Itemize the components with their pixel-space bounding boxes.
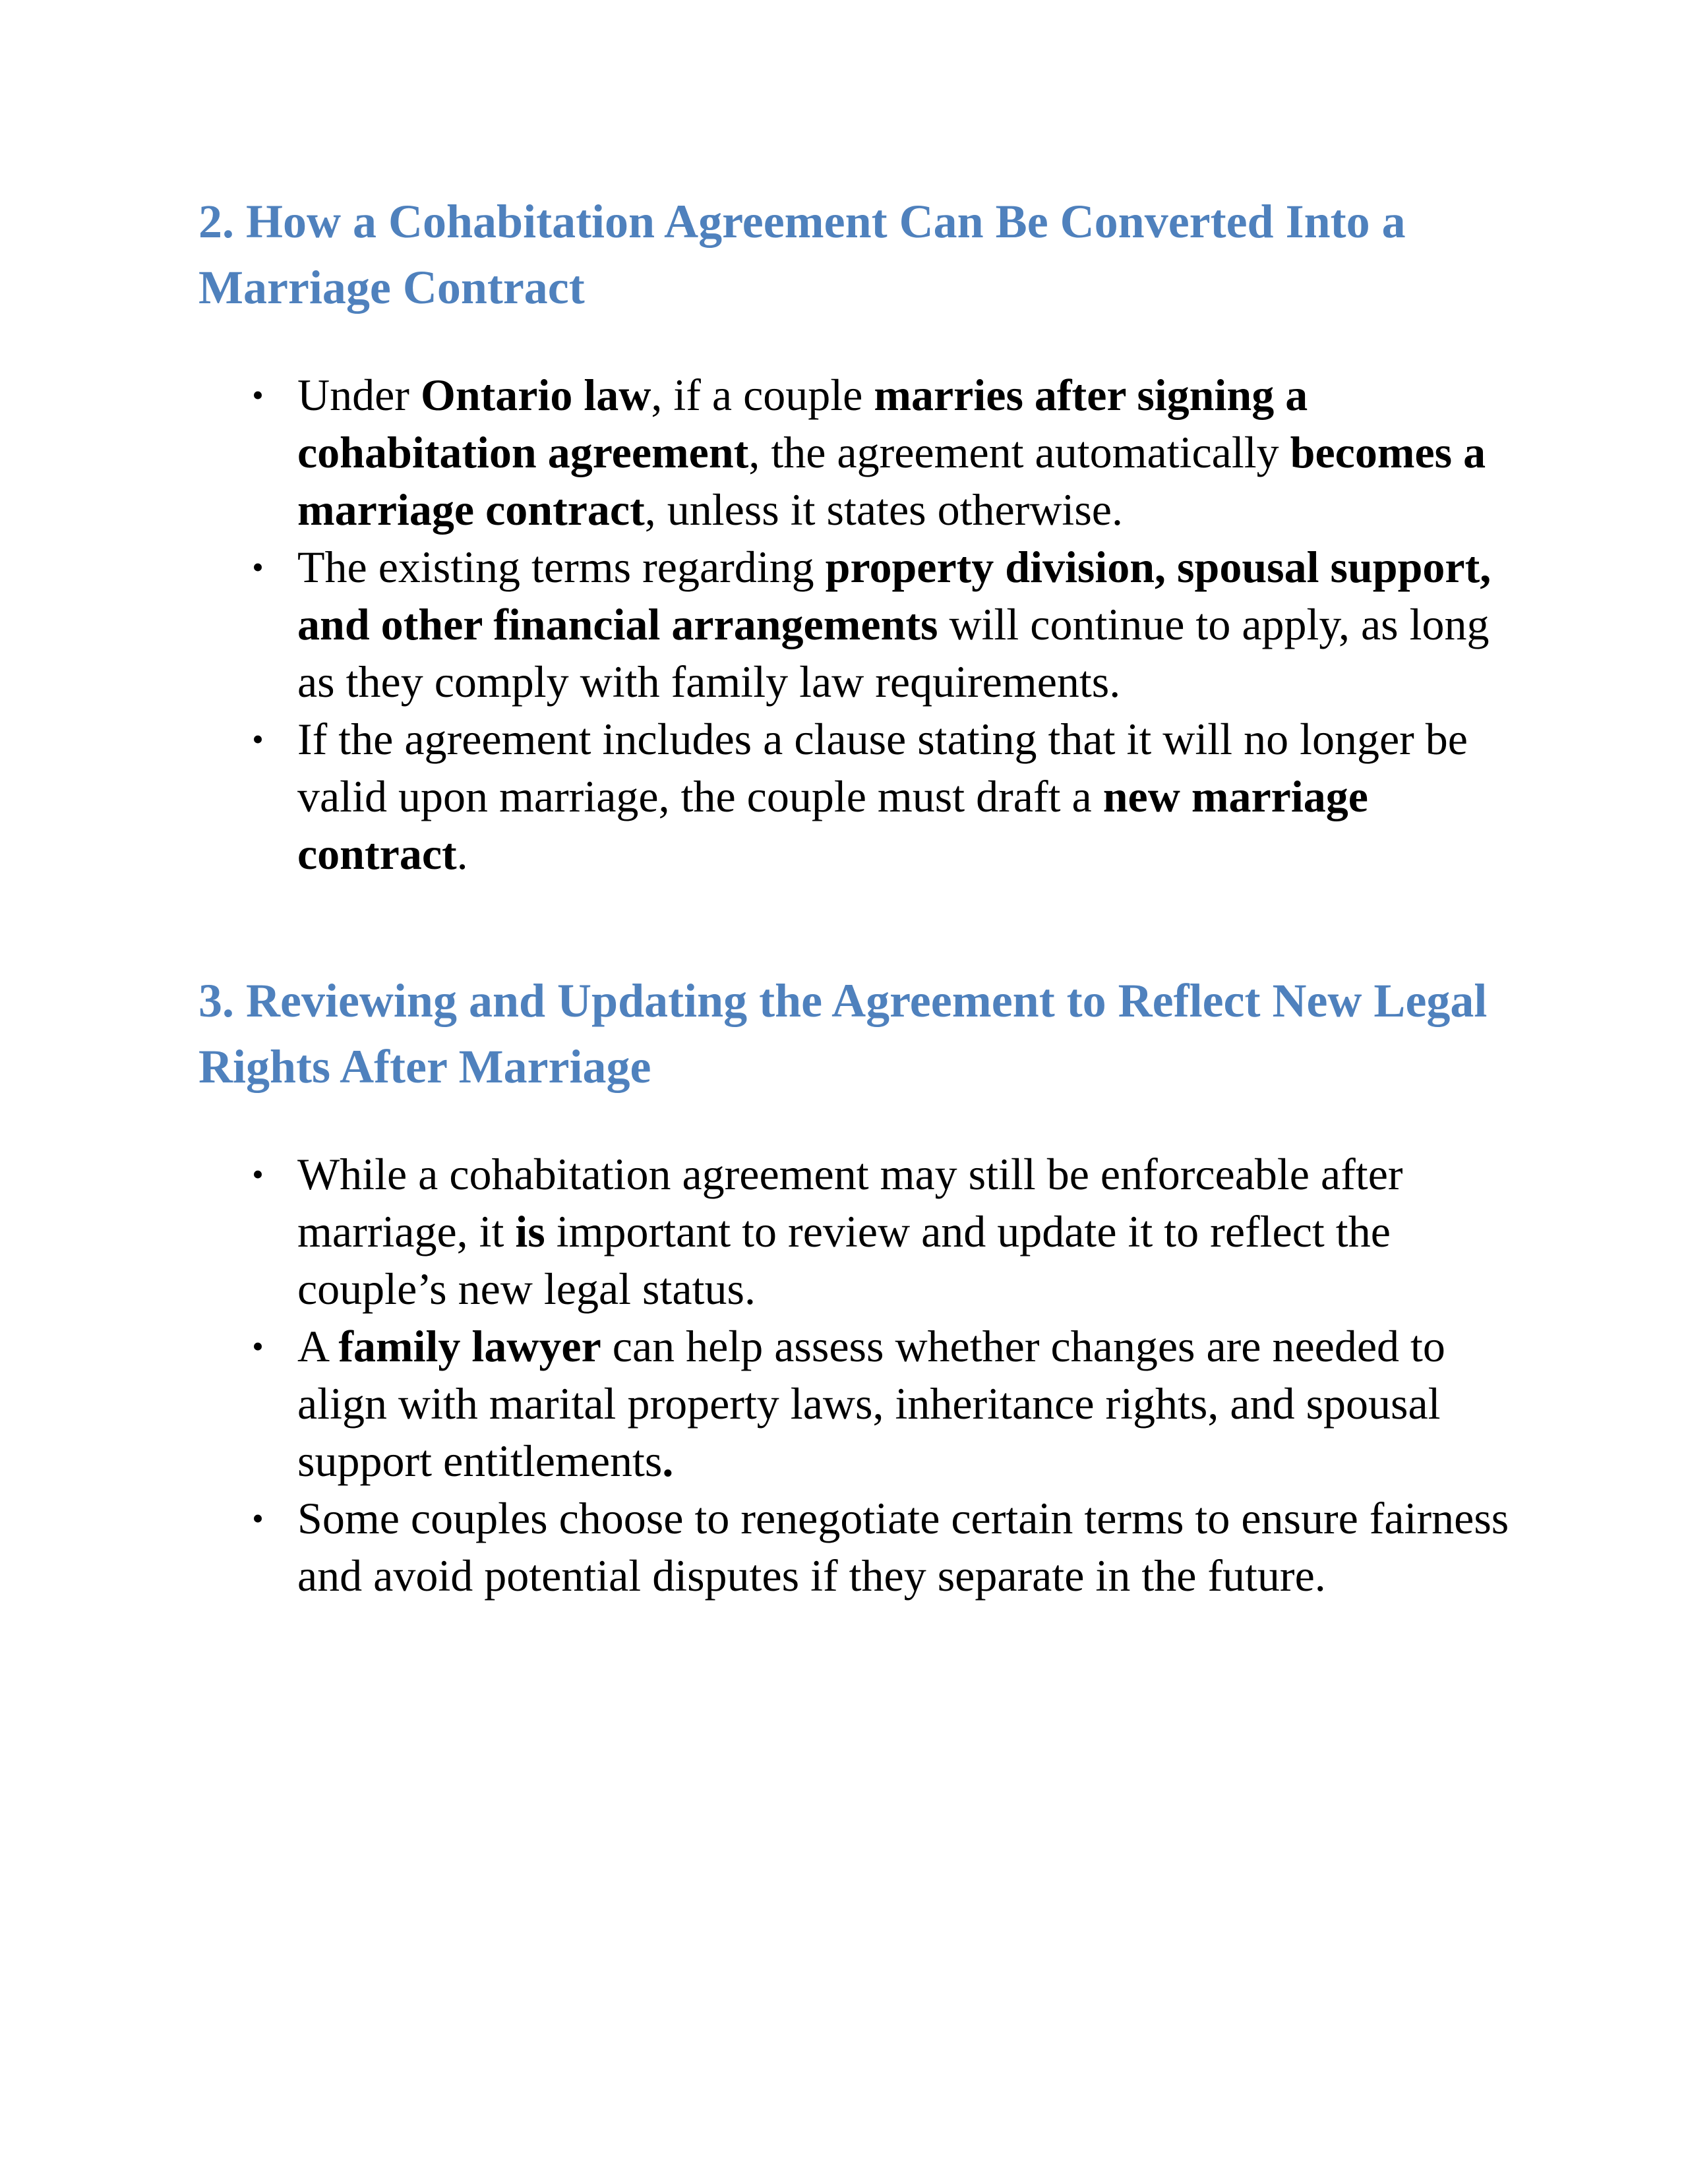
text-run: important to review and update it to reflect the couple’s new legal status.: [297, 1206, 1391, 1314]
list-item: [252, 539, 1537, 711]
text-run: The existing terms regarding: [297, 542, 826, 592]
text-run: If the agreement includes a clause stating that it will no longer be valid upon marriage, the couple must draft a: [297, 714, 1468, 821]
bullet-marker: •: [252, 376, 264, 413]
text-run: A: [297, 1321, 339, 1371]
bullet-marker: •: [252, 721, 264, 757]
bold-text-run: family lawyer: [338, 1321, 601, 1371]
section-2-bullet-list: [252, 367, 1537, 883]
bold-text-run: marries after signing a cohabitation agreement: [297, 370, 1308, 477]
bullet-marker: •: [252, 1156, 264, 1193]
bold-text-run: becomes a marriage contract: [297, 427, 1486, 535]
list-item: [252, 367, 1537, 539]
bullet-marker: •: [252, 548, 264, 585]
text-run: will continue to apply, as long as they comply with family law requirements.: [297, 599, 1490, 707]
text-run: .: [456, 829, 468, 879]
text-run: Some couples choose to renegotiate certain terms to ensure fairness and avoid potential disputes if they separate in the future.: [297, 1493, 1509, 1601]
section-3-heading: 3. Reviewing and Updating the Agreement to Reflect New Legal Rights After Marriage: [198, 974, 1488, 1093]
bold-text-run: property division, spousal support, and other financial arrangements: [297, 542, 1492, 649]
section-2-heading: 2. How a Cohabitation Agreement Can Be Converted Into a Marriage Contract: [198, 195, 1406, 314]
text-run: While a cohabitation agreement may still be enforceable after marriage, it: [297, 1149, 1403, 1256]
text-run: , if a couple: [651, 370, 874, 420]
section-3-bullet-list: [252, 1146, 1537, 1605]
list-item: [252, 711, 1537, 883]
bold-text-run: .: [662, 1436, 674, 1486]
bullet-marker: •: [252, 1328, 264, 1365]
text-run: , the agreement automatically: [748, 427, 1290, 477]
text-run: , unless it states otherwise.: [644, 485, 1123, 535]
bullet-marker: •: [252, 1500, 264, 1537]
bold-text-run: new marriage contract: [297, 771, 1368, 879]
text-run: can help assess whether changes are needed to align with marital property laws, inheritance rights, and spousal support entitlements: [297, 1321, 1445, 1486]
list-item: [252, 1146, 1537, 1318]
bold-text-run: is: [515, 1206, 545, 1256]
bold-text-run: Ontario law: [420, 370, 651, 420]
list-item: [252, 1490, 1537, 1605]
text-run: Under: [297, 370, 421, 420]
list-item: [252, 1318, 1537, 1490]
